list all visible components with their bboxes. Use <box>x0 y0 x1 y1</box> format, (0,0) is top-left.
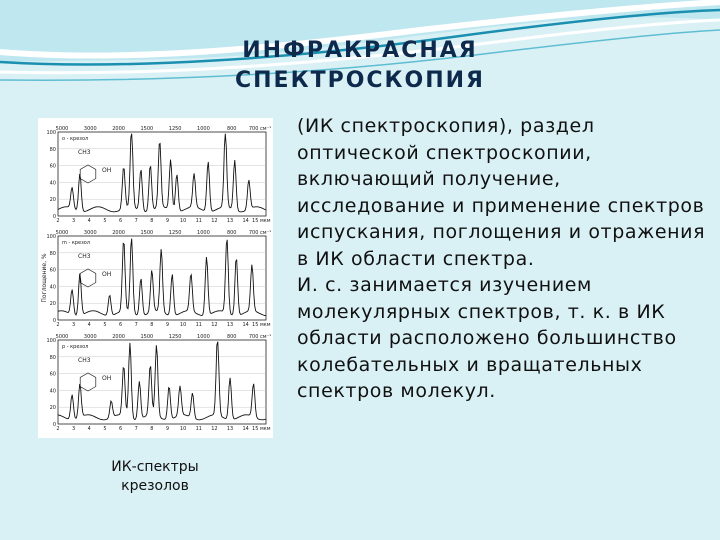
bottom-tick-label: 8 <box>150 322 154 328</box>
top-tick-label: 1500 <box>140 126 154 132</box>
y-tick-label: 60 <box>49 267 56 274</box>
bottom-tick-label: 11 <box>195 426 202 432</box>
y-tick-label: 40 <box>49 180 56 187</box>
caption-line-2: крезолов <box>121 478 189 494</box>
formula-hydroxyl: OH <box>102 271 112 278</box>
bottom-tick-label: 8 <box>150 218 154 224</box>
bottom-tick-label: 6 <box>118 218 123 224</box>
top-tick-label: 1500 <box>140 230 154 236</box>
bottom-tick-label: 12 <box>211 426 218 432</box>
spectrum-curve <box>58 134 266 212</box>
bottom-tick-label: 5 <box>103 426 107 432</box>
caption-line-1: ИК-спектры <box>111 459 199 475</box>
top-tick-label: 1000 <box>197 126 210 132</box>
top-tick-label: 2000 <box>112 334 125 340</box>
bottom-tick-label: 3 <box>72 218 76 224</box>
bottom-tick-label: 2 <box>56 218 60 224</box>
paragraph-definition: (ИК спектроскопия), раздел оптической спектроскопии, включающий получение, исследование и применение спектров испускания, поглощения и отражения в ИК области спектра. <box>297 115 706 270</box>
spectrum-curve <box>58 239 266 316</box>
bottom-tick-label: 5 <box>103 322 107 328</box>
bottom-tick-label: 11 <box>195 218 202 224</box>
bottom-tick-label: 7 <box>134 322 138 328</box>
panel-frame <box>58 340 266 424</box>
bottom-tick-label: 5 <box>103 218 107 224</box>
ir-spectra-figure <box>38 118 273 438</box>
panel-frame <box>58 132 266 216</box>
bottom-tick-label: 2 <box>56 426 60 432</box>
figure-caption <box>80 458 230 496</box>
top-tick-label: 3000 <box>83 334 97 340</box>
bottom-tick-label: 7 <box>134 426 138 432</box>
top-tick-label: 1250 <box>168 126 182 132</box>
y-tick-label: 80 <box>49 146 56 153</box>
y-tick-label: 100 <box>46 130 56 136</box>
y-tick-label: 20 <box>49 405 56 412</box>
top-tick-label: 5000 <box>55 126 69 132</box>
top-tick-label: 800 <box>226 126 237 132</box>
top-tick-label: 700 см⁻¹ <box>248 126 272 132</box>
bottom-tick-label: 10 <box>179 322 187 328</box>
y-tick-label: 60 <box>49 163 56 170</box>
y-tick-label: 0 <box>52 214 56 220</box>
benzene-ring <box>80 373 96 391</box>
top-tick-label: 700 см⁻¹ <box>248 334 272 340</box>
y-axis-label: Поглощение, % <box>41 253 48 303</box>
y-tick-label: 100 <box>46 338 56 344</box>
bottom-tick-label: 3 <box>72 322 76 328</box>
bottom-tick-label: 12 <box>211 218 218 224</box>
slide-title <box>150 36 570 96</box>
ir-spectra-image <box>38 118 273 438</box>
bottom-tick-label: 14 <box>242 426 249 432</box>
bottom-tick-label: 15 мкм <box>252 218 271 224</box>
y-tick-label: 60 <box>49 371 56 378</box>
top-tick-label: 5000 <box>55 334 69 340</box>
top-tick-label: 1250 <box>168 230 182 236</box>
panel-label: p - крезол <box>62 344 89 350</box>
bottom-tick-label: 2 <box>56 322 60 328</box>
bottom-tick-label: 4 <box>87 426 91 432</box>
bottom-tick-label: 3 <box>72 426 76 432</box>
y-tick-label: 40 <box>49 284 56 291</box>
title-line-2: СПЕКТРОСКОПИЯ <box>235 68 485 93</box>
y-tick-label: 100 <box>46 234 56 240</box>
bottom-tick-label: 6 <box>118 426 123 432</box>
y-tick-label: 20 <box>49 301 56 308</box>
top-tick-label: 800 <box>226 230 237 236</box>
spectrum-curve <box>58 342 266 420</box>
paragraph-scope: И. с. занимается изучением молекулярных спектров, т. к. в ИК области расположено большинство колебательных и вращательных спектров молекул. <box>297 274 677 402</box>
formula-methyl: CH3 <box>78 149 91 156</box>
top-tick-label: 1000 <box>197 334 210 340</box>
top-tick-label: 1500 <box>140 334 154 340</box>
top-tick-label: 2000 <box>112 126 125 132</box>
benzene-ring <box>80 269 96 287</box>
benzene-ring <box>80 165 96 183</box>
top-tick-label: 2000 <box>112 230 125 236</box>
bottom-tick-label: 6 <box>118 322 123 328</box>
panel-label: o - крезол <box>62 136 89 142</box>
formula-methyl: CH3 <box>78 357 91 364</box>
title-line-1: ИНФРАКРАСНАЯ <box>242 38 478 63</box>
top-tick-label: 700 см⁻¹ <box>248 230 272 236</box>
formula-methyl: CH3 <box>78 253 91 260</box>
bottom-tick-label: 14 <box>242 322 249 328</box>
body-text <box>297 113 707 405</box>
bottom-tick-label: 10 <box>179 218 187 224</box>
bottom-tick-label: 9 <box>165 426 170 432</box>
top-tick-label: 1250 <box>168 334 182 340</box>
top-tick-label: 5000 <box>55 230 69 236</box>
top-tick-label: 1000 <box>197 230 210 236</box>
bottom-tick-label: 15 мкм <box>252 426 271 432</box>
top-tick-label: 800 <box>226 334 237 340</box>
bottom-tick-label: 9 <box>165 322 170 328</box>
top-tick-label: 3000 <box>83 126 97 132</box>
bottom-tick-label: 14 <box>242 218 249 224</box>
panel-label: m - крезол <box>62 240 91 246</box>
top-tick-label: 3000 <box>83 230 97 236</box>
y-tick-label: 0 <box>52 318 56 324</box>
bottom-tick-label: 11 <box>195 322 202 328</box>
bottom-tick-label: 8 <box>150 426 154 432</box>
bottom-tick-label: 13 <box>226 322 234 328</box>
bottom-tick-label: 9 <box>165 218 170 224</box>
bottom-tick-label: 13 <box>226 218 234 224</box>
y-tick-label: 80 <box>49 354 56 361</box>
bottom-tick-label: 12 <box>211 322 218 328</box>
formula-hydroxyl: OH <box>102 375 112 382</box>
formula-hydroxyl: OH <box>102 167 112 174</box>
bottom-tick-label: 15 мкм <box>252 322 271 328</box>
bottom-tick-label: 4 <box>87 322 91 328</box>
bottom-tick-label: 7 <box>134 218 138 224</box>
bottom-tick-label: 10 <box>179 426 187 432</box>
y-tick-label: 20 <box>49 197 56 204</box>
bottom-tick-label: 4 <box>87 218 91 224</box>
y-tick-label: 40 <box>49 388 56 395</box>
y-tick-label: 0 <box>52 422 56 428</box>
y-tick-label: 80 <box>49 250 56 257</box>
bottom-tick-label: 13 <box>226 426 234 432</box>
